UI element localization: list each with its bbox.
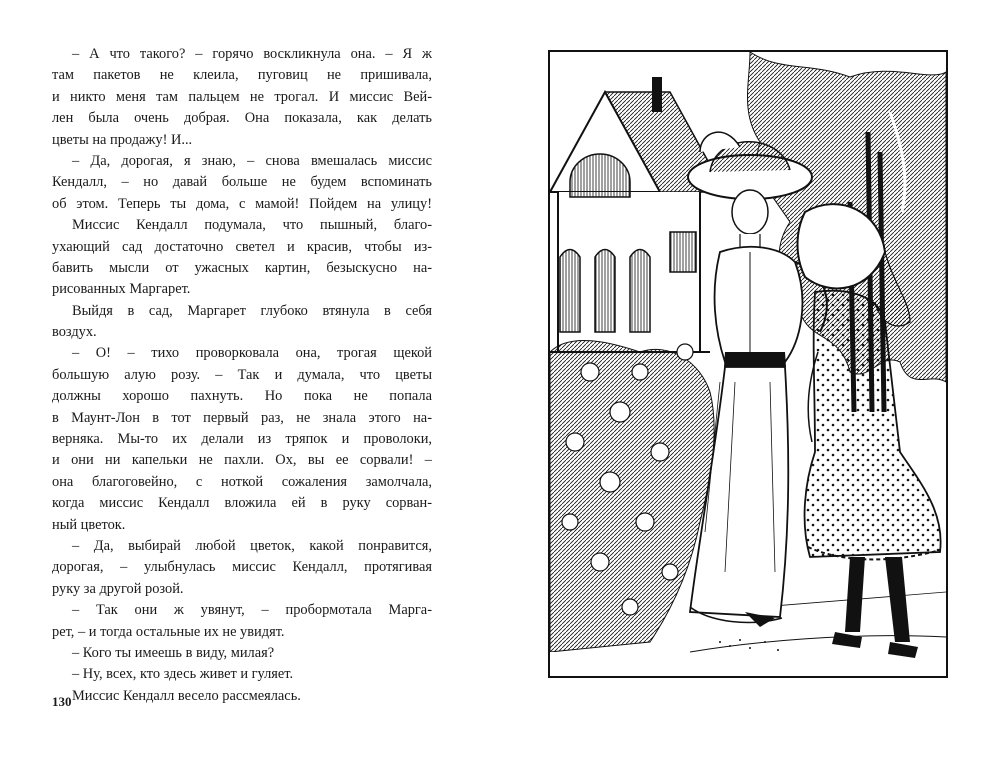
text-line: Миссис Кендалл подумала, что пышный, благо- xyxy=(72,217,432,234)
text-line: там пакетов не клеила, пуговиц не пришивала, xyxy=(52,67,432,84)
text-line: она благоговейно, с ноткой сожаления замолчала, xyxy=(52,473,432,490)
text-line: Выйдя в сад, Маргарет глубоко втянула в себя xyxy=(72,302,432,319)
text-line: лен была очень добрая. Она показала, как делать xyxy=(52,110,432,127)
text-line: об этом. Теперь ты дома, с мамой! Пойдем на улицу! xyxy=(52,195,432,212)
left-page-text xyxy=(52,44,432,707)
text-line: Кендалл, – но давай больше не будем вспоминать xyxy=(52,174,432,191)
text-line: – Да, выбирай любой цветок, какой понравится, xyxy=(72,537,432,554)
text-line: – А что такого? – горячо воскликнула она. – Я ж xyxy=(72,46,432,62)
text-line: большую алую розу. – Так и думала, что цветы xyxy=(52,366,432,383)
text-line: и они ни капельки не пахли. Ох, вы ее сорвали! – xyxy=(52,452,432,469)
text-line: – Кого ты имеешь в виду, милая? xyxy=(72,644,275,661)
text-line: когда миссис Кендалл вложила ей в руку сорван- xyxy=(52,495,432,512)
text-line: должны хорошо пахнуть. Но пока не попала xyxy=(52,388,432,405)
text-line: руку за другой розой. xyxy=(52,580,184,597)
text-line: – Так они ж увянут, – пробормотала Марга- xyxy=(72,602,432,619)
text-line: верняка. Мы-то их делали из тряпок и проволоки, xyxy=(52,431,432,448)
text-line: и никто меня там пальцем не трогал. И миссис Вей- xyxy=(52,88,432,105)
text-line: рет, – и тогда остальные их не увидят. xyxy=(52,623,285,640)
text-line: цветы на продажу! И... xyxy=(52,131,193,148)
text-line: – О! – тихо проворковала она, трогая щекой xyxy=(72,345,432,362)
text-line: бавить мысли от ужасных картин, безыскусно на- xyxy=(52,259,432,276)
text-line: в Маунт-Лон в тот первый раз, не знала этого на- xyxy=(52,409,432,426)
text-line: дорогая, – улыбнулась миссис Кендалл, протягивая xyxy=(52,559,432,576)
text-line: Миссис Кендалл весело рассмеялась. xyxy=(72,687,301,704)
text-line: рисованных Маргарет. xyxy=(52,281,191,298)
garden-engraving-image xyxy=(550,52,946,676)
text-line: ухающий сад достаточно светел и красив, чтобы из- xyxy=(52,238,432,255)
text-line: воздух. xyxy=(52,324,97,341)
text-line: – Да, дорогая, я знаю, – снова вмешалась миссис xyxy=(72,152,432,169)
illustration-plate xyxy=(548,50,948,678)
text-line: ный цветок. xyxy=(52,516,126,533)
page-number: 130 xyxy=(52,694,72,709)
text-line: – Ну, всех, кто здесь живет и гуляет. xyxy=(72,666,294,683)
